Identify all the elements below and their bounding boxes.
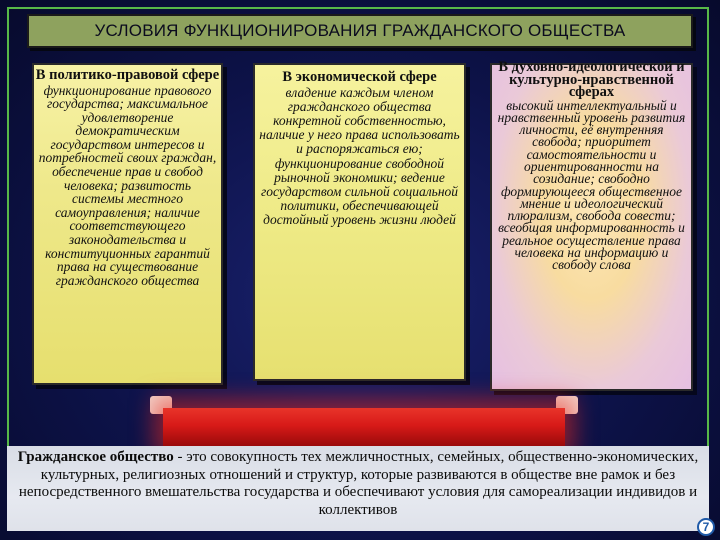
panel-political-legal (32, 63, 223, 385)
definition-term: Гражданское общество (17, 449, 174, 465)
definition-box (7, 446, 709, 531)
slide-title: УСЛОВИЯ ФУНКЦИОНИРОВАНИЯ ГРАЖДАНСКОГО ОБЩЕСТВА (94, 21, 626, 40)
panel-body: высокий интеллектуальный и нравственный уровень развития личности, её внутренняя свобода; приоритет самостоятельности и ориентированности на созидание; свободно формирующееся общественное мнение и идеологический плюрализм, свобода совести; всеобщая информированность и реальное осуществление права человека на информацию и свободу слова (497, 97, 686, 273)
panel-heading: В экономической сфере (282, 69, 437, 85)
red-glow-bar (163, 408, 565, 446)
panel-body: владение каждым членом гражданского общества конкретной собственностью, наличие у него права использовать и распоряжаться ею; функционирование свободной рыночной экономики; ведение государством сильной социальной политики, обеспечивающей достойный уровень жизни людей (259, 84, 460, 228)
title-box (27, 14, 693, 48)
page-number: 7 (702, 520, 710, 534)
panel-heading: В политико-правовой сфере (35, 67, 220, 83)
panel-economic (253, 63, 466, 381)
panel-body: функционирование правового государства; максимальное удовлетворение демократическим государством интересов и потребностей своих граждан, обеспечение прав и свобод человека; развитость системы местного самоуправления; наличие соответствующего законодательства и конституционных гарантий права на существование гражданского общества (38, 82, 217, 288)
panel-spiritual-cultural (490, 59, 693, 391)
definition-text: - это совокупность тех межличностных, семейных, общественно-экономических, культурных, религиозных отношений и структур, которые развиваются в обществе вне рамок и без непосредственного вмешательства государства и обеспечивают условия для самореализации индивидов и коллективов (18, 449, 699, 518)
page-number-badge (697, 518, 715, 536)
panel-heading: В духовно-идеологической и культурно-нравственной сферах (498, 59, 685, 100)
